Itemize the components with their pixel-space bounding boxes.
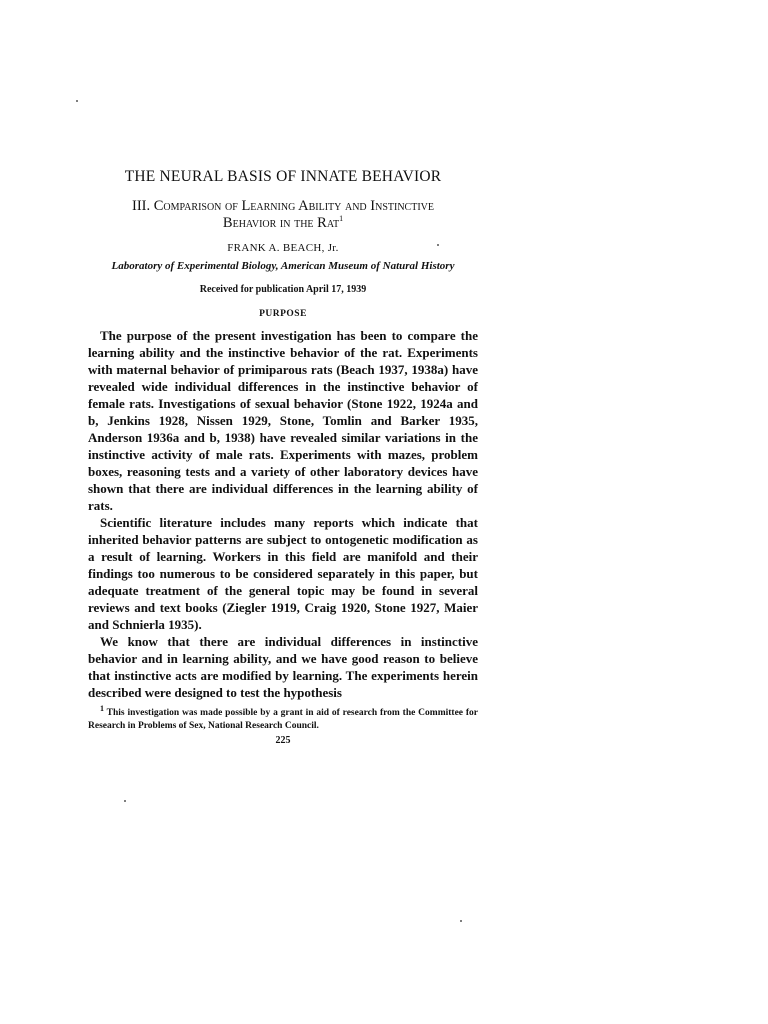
body-paragraph: Scientific literature includes many reports which indicate that inherited behavior patterns are subject to ontogenetic modification as a result of learning. Workers in this field are manifold and their findings too numerous to be considered separately in this paper, but adequate treatment of the general topic may be found in several reviews and text books (Ziegler 1919, Craig 1920, Stone 1927, Maier and Schnierla 1935). (88, 515, 478, 632)
scan-speck (76, 100, 78, 102)
section-heading: PURPOSE (259, 309, 307, 319)
received-date: Received for publication April 17, 1939 (199, 284, 367, 295)
body-paragraph: The purpose of the present investigation has been to compare the learning ability and the instinctive behavior of the rat. Experiments with maternal behavior of primiparous rats (Beach 1937, 1938a) have revealed wide individual differences in the instinctive behavior of female rats. Investigations of sexual behavior (Stone 1922, 1924a and b, Jenkins 1928, Nissen 1929, Stone, Tomlin and Barker 1935, Anderson 1936a and b, 1938) have revealed similar variations in the instinctive activity of male rats. Experiments with mazes, problem boxes, reasoning tests and a variety of other laboratory devices have shown that there are individual differences in the learning ability of rats. (88, 328, 478, 513)
article-title: THE NEURAL BASIS OF INNATE BEHAVIOR (124, 168, 442, 185)
author-name: FRANK A. BEACH, Jr. (227, 242, 339, 254)
page-number: 225 (275, 735, 291, 746)
footnote-text: This investigation was made possible by a grant in aid of research from the Committee for Research in Problems of Sex, National Research Council. (88, 708, 478, 731)
scan-speck (124, 800, 126, 802)
subtitle-line-1: III. Comparison of Learning Ability and Instinctive (132, 198, 434, 214)
footnote (88, 703, 478, 733)
footnote-mark: 1 (100, 703, 104, 713)
body-paragraph: We know that there are individual differences in instinctive behavior and in learning ability, and we have good reason to believe that instinctive acts are modified by learning. The experiments herein described were designed to test the hypothesis (88, 634, 478, 700)
subtitle-footnote-mark: 1 (339, 214, 344, 224)
scan-speck (460, 920, 462, 922)
author-affiliation: Laboratory of Experimental Biology, American Museum of Natural History (111, 260, 455, 272)
subtitle-line-2 (88, 215, 478, 232)
journal-page (88, 168, 478, 746)
article-subtitle (88, 198, 478, 232)
subtitle-line-2-text: Behavior in the Rat (222, 215, 340, 231)
